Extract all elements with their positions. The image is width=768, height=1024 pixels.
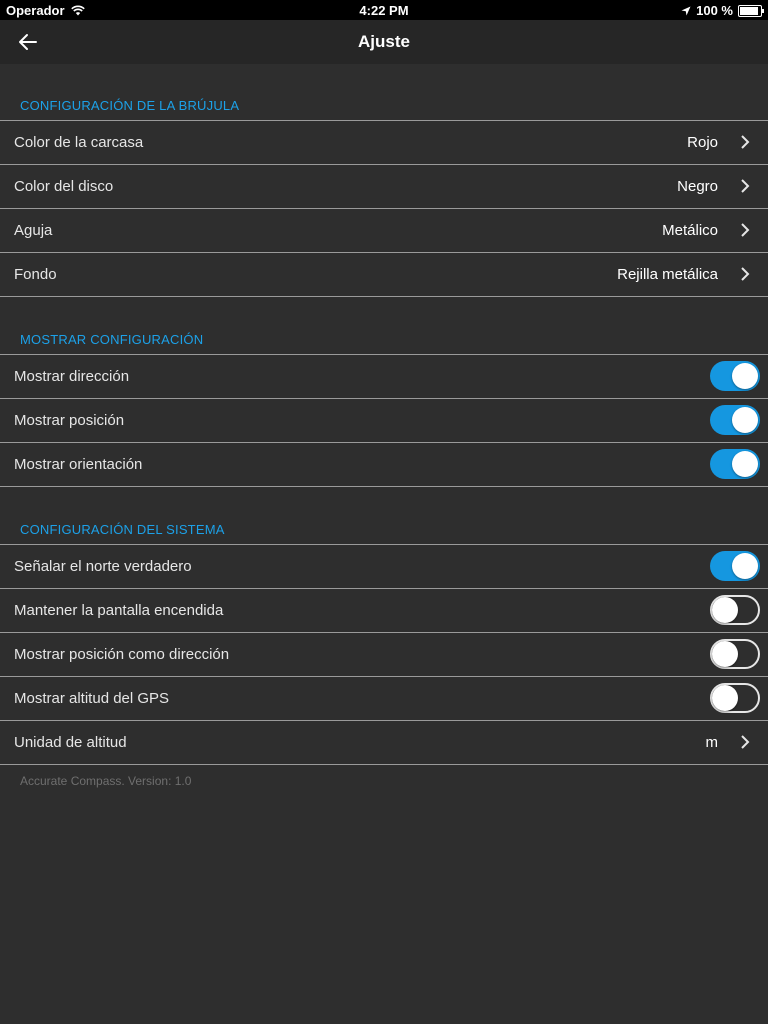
setting-row-show-direction (0, 355, 768, 398)
section-header-display: MOSTRAR CONFIGURACIÓN (20, 332, 204, 347)
section-header-compass: CONFIGURACIÓN DE LA BRÚJULA (20, 98, 240, 113)
true-north-toggle[interactable] (710, 551, 760, 581)
setting-row-needle[interactable] (0, 208, 768, 252)
setting-value: Rojo (687, 134, 718, 151)
setting-row-altitude-unit[interactable] (0, 720, 768, 764)
toggle-knob (732, 363, 758, 389)
setting-label: Fondo (14, 266, 57, 283)
chevron-right-icon (740, 735, 750, 749)
setting-label: Mantener la pantalla encendida (14, 602, 224, 619)
battery-icon (738, 5, 762, 17)
status-right (681, 3, 762, 18)
setting-row-show-position (0, 398, 768, 442)
setting-row-true-north (0, 545, 768, 588)
status-bar (0, 0, 768, 20)
page-title: Ajuste (358, 32, 410, 51)
setting-label: Mostrar orientación (14, 456, 143, 473)
setting-label: Color de la carcasa (14, 134, 144, 151)
position-as-direction-toggle[interactable] (710, 639, 760, 669)
setting-value: Metálico (662, 222, 718, 239)
chevron-right-icon (740, 135, 750, 149)
carrier-label: Operador (6, 3, 65, 18)
setting-label: Mostrar dirección (14, 368, 130, 385)
setting-value: m (705, 734, 718, 751)
version-footer: Accurate Compass. Version: 1.0 (20, 774, 192, 788)
setting-row-keep-screen-on (0, 588, 768, 632)
setting-row-gps-altitude (0, 676, 768, 720)
setting-label: Unidad de altitud (14, 734, 127, 751)
section-header-system: CONFIGURACIÓN DEL SISTEMA (20, 522, 225, 537)
setting-value: Negro (677, 178, 718, 195)
section-display (0, 354, 768, 487)
show-position-toggle[interactable] (710, 405, 760, 435)
toggle-knob (712, 641, 738, 667)
chevron-right-icon (740, 223, 750, 237)
battery-fill (740, 7, 758, 15)
setting-label: Aguja (14, 222, 53, 239)
toggle-knob (732, 407, 758, 433)
chevron-right-icon (740, 179, 750, 193)
setting-label: Mostrar posición como dirección (14, 646, 230, 663)
section-compass (0, 120, 768, 297)
gps-altitude-toggle[interactable] (710, 683, 760, 713)
toggle-knob (712, 597, 738, 623)
keep-screen-on-toggle[interactable] (710, 595, 760, 625)
chevron-right-icon (740, 267, 750, 281)
setting-row-case-color[interactable] (0, 121, 768, 164)
toggle-knob (732, 553, 758, 579)
toggle-knob (732, 451, 758, 477)
setting-label: Mostrar posición (14, 412, 125, 429)
setting-row-background[interactable] (0, 252, 768, 296)
settings-content (0, 64, 768, 788)
setting-row-show-orientation (0, 442, 768, 486)
setting-row-position-as-direction (0, 632, 768, 676)
setting-label: Mostrar altitud del GPS (14, 690, 170, 707)
status-time: 4:22 PM (359, 3, 409, 18)
battery-percent: 100 % (696, 3, 733, 18)
setting-label: Color del disco (14, 178, 114, 195)
show-direction-toggle[interactable] (710, 361, 760, 391)
section-system (0, 544, 768, 765)
nav-bar (0, 20, 768, 64)
setting-label: Señalar el norte verdadero (14, 558, 192, 575)
setting-row-dial-color[interactable] (0, 164, 768, 208)
toggle-knob (712, 685, 738, 711)
setting-value: Rejilla metálica (617, 266, 718, 283)
location-arrow-icon (681, 6, 691, 16)
show-orientation-toggle[interactable] (710, 449, 760, 479)
